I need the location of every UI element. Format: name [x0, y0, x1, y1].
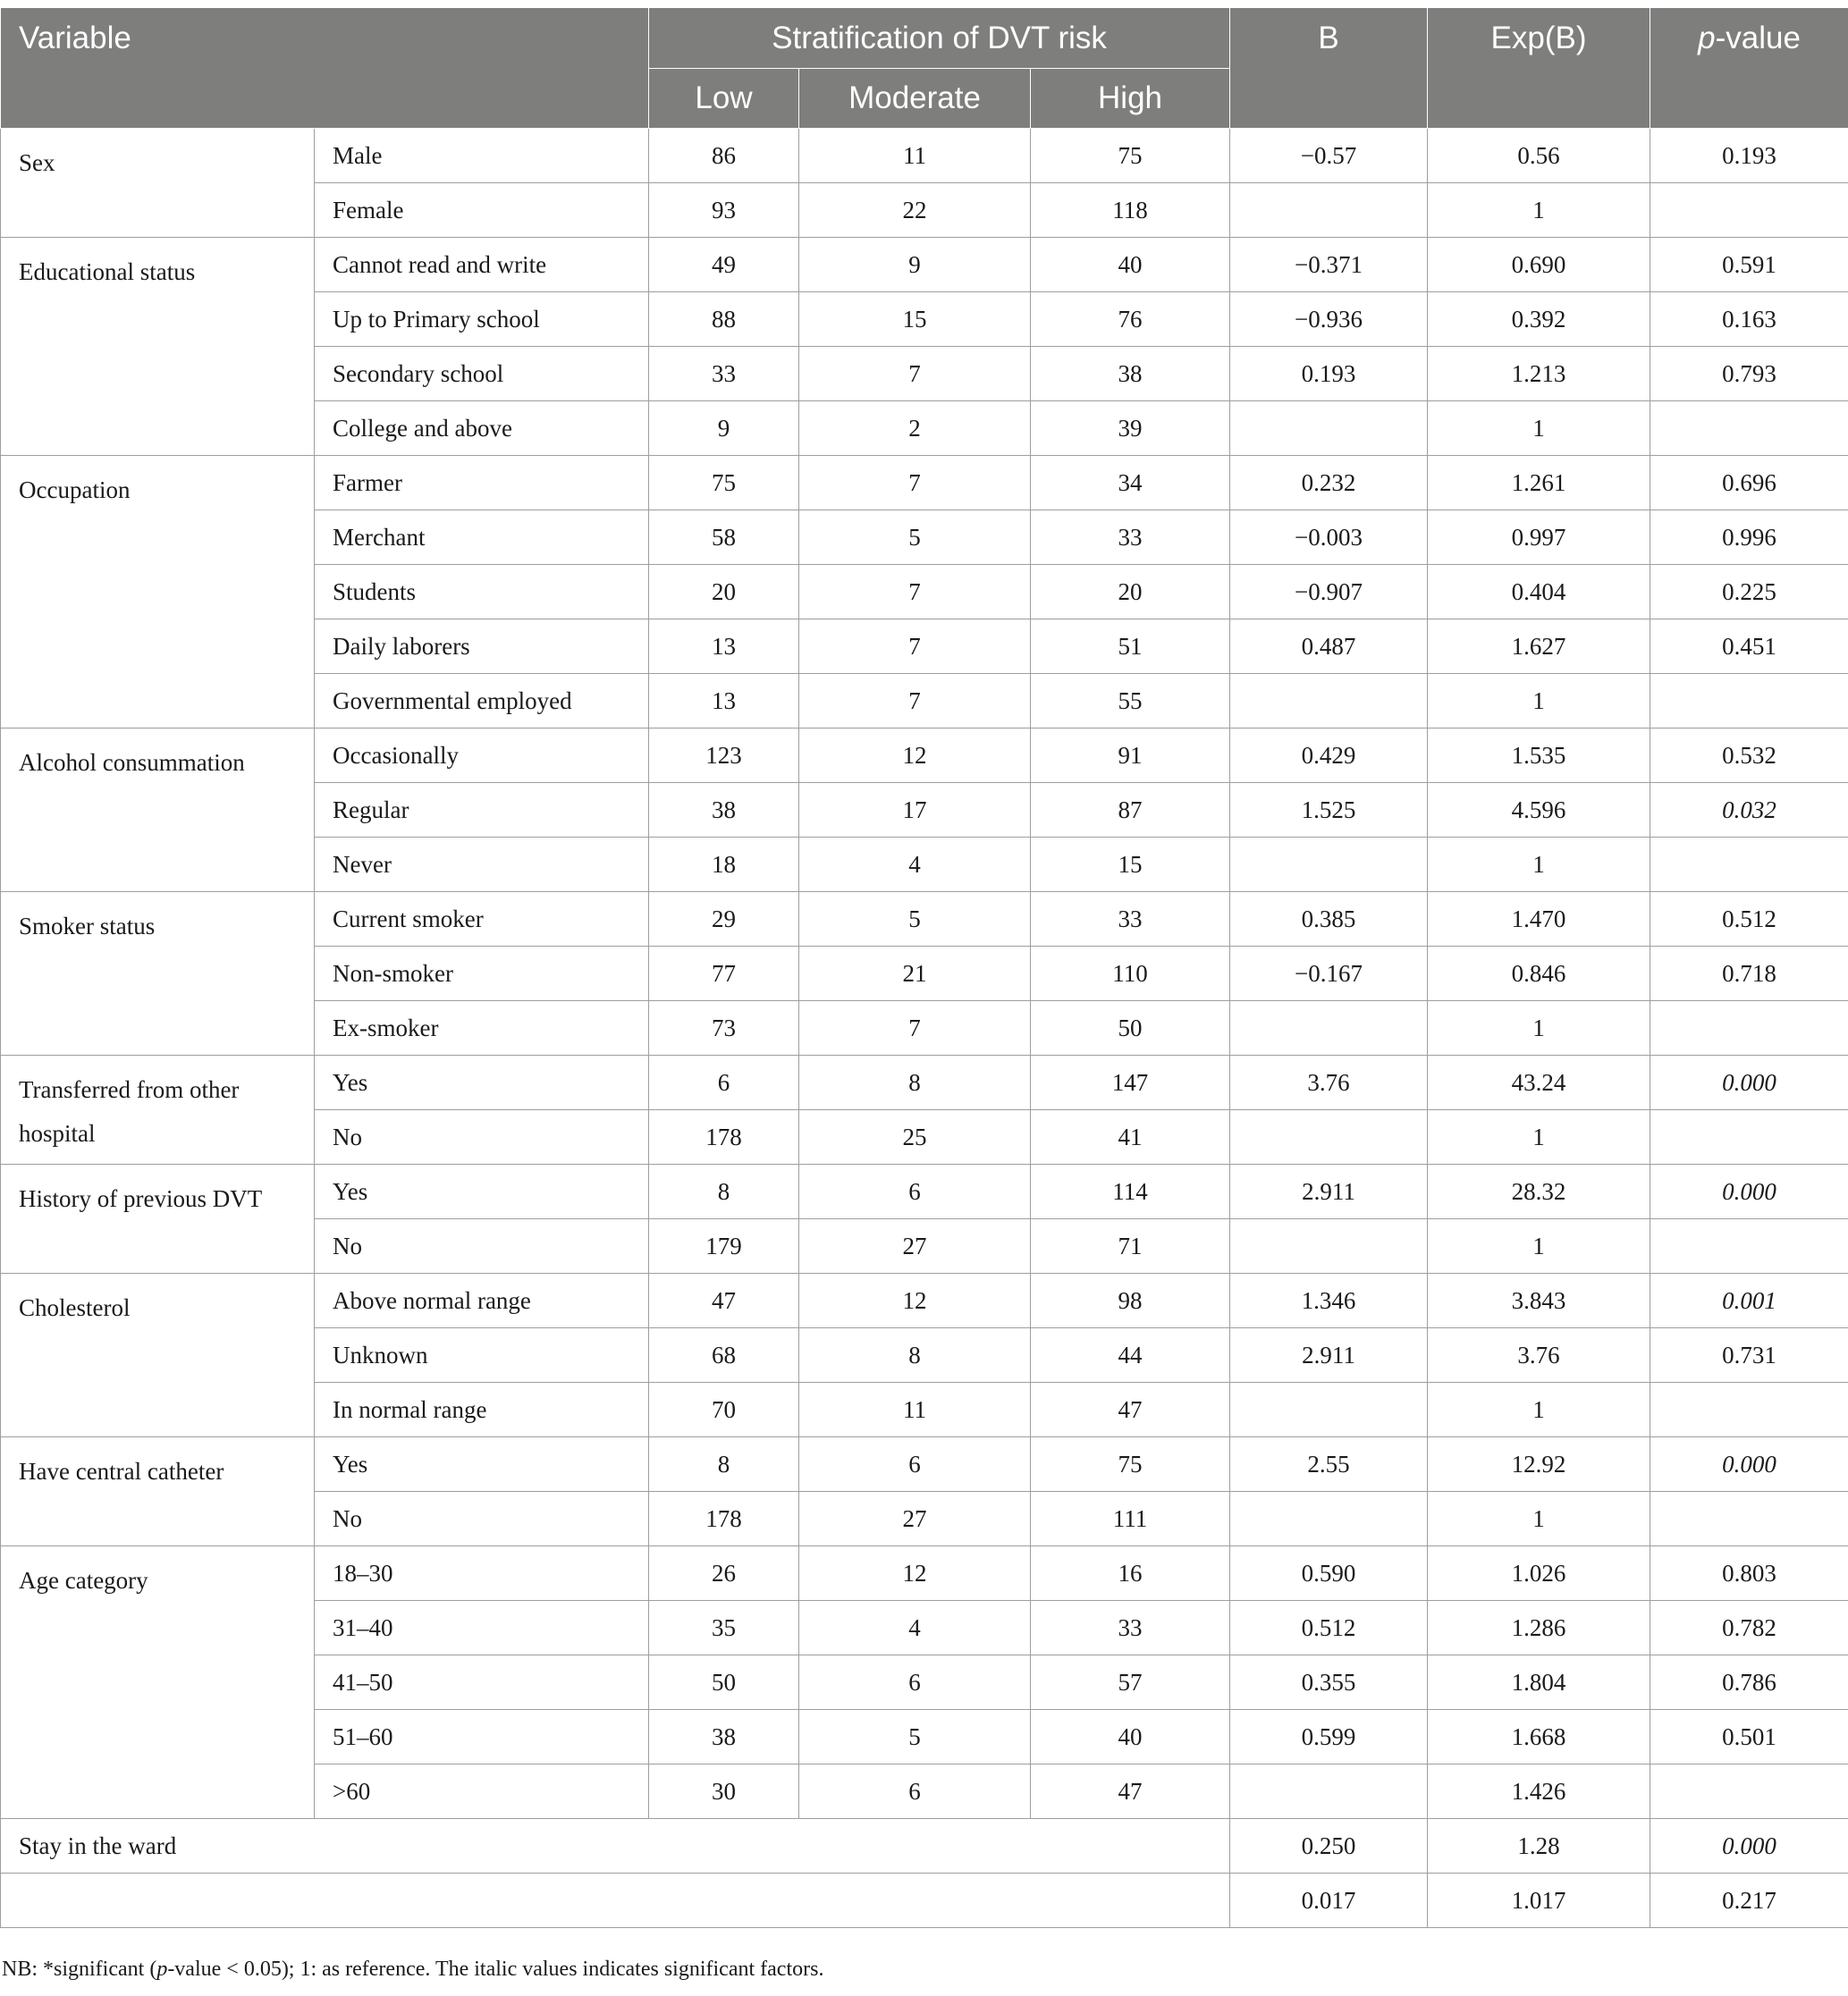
- high-cell: 114: [1031, 1165, 1230, 1219]
- table-row: [1, 238, 1848, 292]
- table-row: [1, 1274, 1848, 1328]
- low-cell: 30: [649, 1764, 799, 1819]
- expb-cell: 1: [1428, 1110, 1650, 1165]
- moderate-cell: 7: [799, 674, 1031, 728]
- p-value-cell: 0.512: [1650, 892, 1848, 947]
- expb-cell: 1.017: [1428, 1874, 1650, 1928]
- variable-cell: Alcohol consummation: [1, 728, 315, 892]
- p-value-cell: 0.193: [1650, 129, 1848, 183]
- moderate-cell: 8: [799, 1056, 1031, 1110]
- header-stratification: Stratification of DVT risk: [649, 8, 1230, 69]
- low-cell: 49: [649, 238, 799, 292]
- table-row: [1, 456, 1848, 510]
- b-cell: [1230, 674, 1428, 728]
- moderate-cell: 5: [799, 510, 1031, 565]
- b-cell: −0.167: [1230, 947, 1428, 1001]
- b-cell: [1230, 1764, 1428, 1819]
- variable-cell: Smoker status: [1, 892, 315, 1056]
- p-value-cell: 0.001: [1650, 1274, 1848, 1328]
- low-cell: 75: [649, 456, 799, 510]
- p-value-cell: [1650, 401, 1848, 456]
- high-cell: 75: [1031, 129, 1230, 183]
- expb-cell: 43.24: [1428, 1056, 1650, 1110]
- low-cell: 9: [649, 401, 799, 456]
- high-cell: 33: [1031, 1601, 1230, 1655]
- p-value-cell: 0.225: [1650, 565, 1848, 619]
- moderate-cell: 15: [799, 292, 1031, 347]
- b-cell: [1230, 183, 1428, 238]
- moderate-cell: 17: [799, 783, 1031, 838]
- high-cell: 57: [1031, 1655, 1230, 1710]
- footnote-suffix: -value < 0.05); 1: as reference. The italic values indicates significant factors.: [167, 1958, 824, 1981]
- moderate-cell: 6: [799, 1165, 1031, 1219]
- b-cell: [1230, 1001, 1428, 1056]
- b-cell: −0.57: [1230, 129, 1428, 183]
- b-cell: 0.232: [1230, 456, 1428, 510]
- high-cell: 47: [1031, 1764, 1230, 1819]
- category-cell: No: [315, 1110, 649, 1165]
- high-cell: 98: [1031, 1274, 1230, 1328]
- p-value-cell: [1650, 838, 1848, 892]
- expb-cell: 0.392: [1428, 292, 1650, 347]
- p-value-cell: 0.163: [1650, 292, 1848, 347]
- p-value-cell: 0.000: [1650, 1819, 1848, 1874]
- variable-cell: Sex: [1, 129, 315, 238]
- category-cell: Yes: [315, 1165, 649, 1219]
- header-expb: Exp(B): [1428, 8, 1650, 129]
- expb-cell: 1.261: [1428, 456, 1650, 510]
- expb-cell: 12.92: [1428, 1437, 1650, 1492]
- moderate-cell: 11: [799, 129, 1031, 183]
- variable-cell: Stay in the ward: [1, 1819, 1230, 1874]
- moderate-cell: 22: [799, 183, 1031, 238]
- b-cell: 3.76: [1230, 1056, 1428, 1110]
- category-cell: >60: [315, 1764, 649, 1819]
- category-cell: College and above: [315, 401, 649, 456]
- expb-cell: 0.404: [1428, 565, 1650, 619]
- moderate-cell: 12: [799, 1274, 1031, 1328]
- category-cell: 51–60: [315, 1710, 649, 1764]
- category-cell: No: [315, 1492, 649, 1546]
- expb-cell: 1.804: [1428, 1655, 1650, 1710]
- category-cell: Male: [315, 129, 649, 183]
- variable-cell: [1, 1874, 1230, 1928]
- regression-table: [0, 7, 1848, 1928]
- header-moderate: Moderate: [799, 69, 1031, 129]
- high-cell: 55: [1031, 674, 1230, 728]
- moderate-cell: 21: [799, 947, 1031, 1001]
- high-cell: 16: [1031, 1546, 1230, 1601]
- moderate-cell: 4: [799, 1601, 1031, 1655]
- variable-cell: Transferred from other hospital: [1, 1056, 315, 1165]
- p-value-cell: 0.217: [1650, 1874, 1848, 1928]
- high-cell: 40: [1031, 238, 1230, 292]
- b-cell: 0.512: [1230, 1601, 1428, 1655]
- p-value-cell: [1650, 1492, 1848, 1546]
- moderate-cell: 5: [799, 1710, 1031, 1764]
- variable-cell: Cholesterol: [1, 1274, 315, 1437]
- category-cell: No: [315, 1219, 649, 1274]
- expb-cell: 1.535: [1428, 728, 1650, 783]
- moderate-cell: 11: [799, 1383, 1031, 1437]
- p-value-cell: 0.731: [1650, 1328, 1848, 1383]
- p-value-cell: 0.000: [1650, 1165, 1848, 1219]
- p-value-cell: 0.591: [1650, 238, 1848, 292]
- b-cell: 0.487: [1230, 619, 1428, 674]
- b-cell: [1230, 1492, 1428, 1546]
- b-cell: 2.911: [1230, 1328, 1428, 1383]
- category-cell: Cannot read and write: [315, 238, 649, 292]
- p-value-cell: [1650, 1219, 1848, 1274]
- moderate-cell: 6: [799, 1764, 1031, 1819]
- category-cell: Occasionally: [315, 728, 649, 783]
- category-cell: Non-smoker: [315, 947, 649, 1001]
- category-cell: Governmental employed: [315, 674, 649, 728]
- b-cell: [1230, 1110, 1428, 1165]
- high-cell: 41: [1031, 1110, 1230, 1165]
- expb-cell: 28.32: [1428, 1165, 1650, 1219]
- category-cell: 31–40: [315, 1601, 649, 1655]
- header-p-italic: p: [1698, 21, 1716, 55]
- category-cell: Merchant: [315, 510, 649, 565]
- footnote: [2, 1958, 823, 1982]
- high-cell: 75: [1031, 1437, 1230, 1492]
- b-cell: 2.911: [1230, 1165, 1428, 1219]
- expb-cell: 1: [1428, 401, 1650, 456]
- high-cell: 91: [1031, 728, 1230, 783]
- p-value-cell: 0.786: [1650, 1655, 1848, 1710]
- moderate-cell: 7: [799, 456, 1031, 510]
- expb-cell: 1.286: [1428, 1601, 1650, 1655]
- p-value-cell: 0.793: [1650, 347, 1848, 401]
- variable-cell: Educational status: [1, 238, 315, 456]
- expb-cell: 3.843: [1428, 1274, 1650, 1328]
- p-value-cell: 0.803: [1650, 1546, 1848, 1601]
- table-row: [1, 892, 1848, 947]
- b-cell: 2.55: [1230, 1437, 1428, 1492]
- high-cell: 71: [1031, 1219, 1230, 1274]
- b-cell: [1230, 838, 1428, 892]
- category-cell: Above normal range: [315, 1274, 649, 1328]
- low-cell: 26: [649, 1546, 799, 1601]
- footnote-p-italic: p: [156, 1958, 168, 1981]
- header-high: High: [1031, 69, 1230, 129]
- low-cell: 35: [649, 1601, 799, 1655]
- moderate-cell: 6: [799, 1437, 1031, 1492]
- category-cell: Unknown: [315, 1328, 649, 1383]
- low-cell: 8: [649, 1165, 799, 1219]
- expb-cell: 1.668: [1428, 1710, 1650, 1764]
- variable-cell: Have central catheter: [1, 1437, 315, 1546]
- table-header: [1, 8, 1848, 129]
- low-cell: 29: [649, 892, 799, 947]
- p-value-cell: 0.696: [1650, 456, 1848, 510]
- expb-cell: 0.997: [1428, 510, 1650, 565]
- b-cell: [1230, 1219, 1428, 1274]
- expb-cell: 1.213: [1428, 347, 1650, 401]
- category-cell: Female: [315, 183, 649, 238]
- high-cell: 38: [1031, 347, 1230, 401]
- p-value-cell: [1650, 1110, 1848, 1165]
- category-cell: Regular: [315, 783, 649, 838]
- low-cell: 73: [649, 1001, 799, 1056]
- moderate-cell: 7: [799, 619, 1031, 674]
- p-value-cell: [1650, 1383, 1848, 1437]
- high-cell: 33: [1031, 892, 1230, 947]
- b-cell: −0.907: [1230, 565, 1428, 619]
- low-cell: 33: [649, 347, 799, 401]
- moderate-cell: 12: [799, 728, 1031, 783]
- moderate-cell: 27: [799, 1492, 1031, 1546]
- header-variable: Variable: [1, 8, 649, 129]
- high-cell: 39: [1031, 401, 1230, 456]
- expb-cell: 1: [1428, 838, 1650, 892]
- expb-cell: 1: [1428, 183, 1650, 238]
- category-cell: Daily laborers: [315, 619, 649, 674]
- low-cell: 8: [649, 1437, 799, 1492]
- low-cell: 178: [649, 1492, 799, 1546]
- expb-cell: 1.28: [1428, 1819, 1650, 1874]
- table-row: [1, 129, 1848, 183]
- high-cell: 20: [1031, 565, 1230, 619]
- expb-cell: 1: [1428, 674, 1650, 728]
- p-value-cell: 0.032: [1650, 783, 1848, 838]
- low-cell: 86: [649, 129, 799, 183]
- expb-cell: 1: [1428, 1219, 1650, 1274]
- high-cell: 40: [1031, 1710, 1230, 1764]
- header-p-rest: -value: [1715, 21, 1801, 55]
- table-row: [1, 1546, 1848, 1601]
- category-cell: Up to Primary school: [315, 292, 649, 347]
- header-low: Low: [649, 69, 799, 129]
- table-row: [1, 1819, 1848, 1874]
- high-cell: 44: [1031, 1328, 1230, 1383]
- expb-cell: 0.690: [1428, 238, 1650, 292]
- footnote-prefix: NB: *significant (: [2, 1958, 157, 1981]
- low-cell: 77: [649, 947, 799, 1001]
- low-cell: 20: [649, 565, 799, 619]
- low-cell: 38: [649, 783, 799, 838]
- low-cell: 13: [649, 619, 799, 674]
- category-cell: Ex-smoker: [315, 1001, 649, 1056]
- b-cell: 0.599: [1230, 1710, 1428, 1764]
- moderate-cell: 8: [799, 1328, 1031, 1383]
- category-cell: Students: [315, 565, 649, 619]
- p-value-cell: 0.532: [1650, 728, 1848, 783]
- expb-cell: 1: [1428, 1492, 1650, 1546]
- b-cell: −0.371: [1230, 238, 1428, 292]
- low-cell: 88: [649, 292, 799, 347]
- moderate-cell: 7: [799, 1001, 1031, 1056]
- b-cell: 1.525: [1230, 783, 1428, 838]
- p-value-cell: [1650, 183, 1848, 238]
- high-cell: 50: [1031, 1001, 1230, 1056]
- expb-cell: 1.470: [1428, 892, 1650, 947]
- low-cell: 179: [649, 1219, 799, 1274]
- moderate-cell: 27: [799, 1219, 1031, 1274]
- high-cell: 15: [1031, 838, 1230, 892]
- moderate-cell: 4: [799, 838, 1031, 892]
- low-cell: 50: [649, 1655, 799, 1710]
- moderate-cell: 9: [799, 238, 1031, 292]
- low-cell: 70: [649, 1383, 799, 1437]
- table-row: [1, 1437, 1848, 1492]
- b-cell: 0.250: [1230, 1819, 1428, 1874]
- b-cell: 0.429: [1230, 728, 1428, 783]
- b-cell: −0.003: [1230, 510, 1428, 565]
- b-cell: 0.385: [1230, 892, 1428, 947]
- p-value-cell: 0.782: [1650, 1601, 1848, 1655]
- category-cell: 41–50: [315, 1655, 649, 1710]
- low-cell: 38: [649, 1710, 799, 1764]
- b-cell: 0.355: [1230, 1655, 1428, 1710]
- low-cell: 13: [649, 674, 799, 728]
- p-value-cell: [1650, 1001, 1848, 1056]
- header-b: B: [1230, 8, 1428, 129]
- category-cell: Yes: [315, 1056, 649, 1110]
- table-row: [1, 1056, 1848, 1110]
- moderate-cell: 6: [799, 1655, 1031, 1710]
- p-value-cell: 0.501: [1650, 1710, 1848, 1764]
- variable-cell: Occupation: [1, 456, 315, 728]
- expb-cell: 1: [1428, 1001, 1650, 1056]
- category-cell: Current smoker: [315, 892, 649, 947]
- expb-cell: 4.596: [1428, 783, 1650, 838]
- category-cell: Secondary school: [315, 347, 649, 401]
- high-cell: 147: [1031, 1056, 1230, 1110]
- low-cell: 93: [649, 183, 799, 238]
- expb-cell: 1: [1428, 1383, 1650, 1437]
- p-value-cell: 0.996: [1650, 510, 1848, 565]
- b-cell: 1.346: [1230, 1274, 1428, 1328]
- low-cell: 58: [649, 510, 799, 565]
- high-cell: 87: [1031, 783, 1230, 838]
- p-value-cell: 0.000: [1650, 1437, 1848, 1492]
- low-cell: 123: [649, 728, 799, 783]
- category-cell: In normal range: [315, 1383, 649, 1437]
- table-row: [1, 1874, 1848, 1928]
- expb-cell: 1.026: [1428, 1546, 1650, 1601]
- expb-cell: 1.627: [1428, 619, 1650, 674]
- high-cell: 111: [1031, 1492, 1230, 1546]
- expb-cell: 3.76: [1428, 1328, 1650, 1383]
- low-cell: 18: [649, 838, 799, 892]
- category-cell: 18–30: [315, 1546, 649, 1601]
- category-cell: Yes: [315, 1437, 649, 1492]
- low-cell: 68: [649, 1328, 799, 1383]
- high-cell: 118: [1031, 183, 1230, 238]
- b-cell: 0.590: [1230, 1546, 1428, 1601]
- moderate-cell: 12: [799, 1546, 1031, 1601]
- p-value-cell: 0.718: [1650, 947, 1848, 1001]
- variable-cell: History of previous DVT: [1, 1165, 315, 1274]
- variable-cell: Age category: [1, 1546, 315, 1819]
- table-body: [1, 129, 1848, 1928]
- p-value-cell: [1650, 1764, 1848, 1819]
- category-cell: Farmer: [315, 456, 649, 510]
- moderate-cell: 25: [799, 1110, 1031, 1165]
- moderate-cell: 7: [799, 565, 1031, 619]
- header-p-value: [1650, 8, 1848, 129]
- table-row: [1, 1165, 1848, 1219]
- expb-cell: 0.846: [1428, 947, 1650, 1001]
- high-cell: 47: [1031, 1383, 1230, 1437]
- high-cell: 110: [1031, 947, 1230, 1001]
- b-cell: [1230, 401, 1428, 456]
- high-cell: 51: [1031, 619, 1230, 674]
- category-cell: Never: [315, 838, 649, 892]
- p-value-cell: 0.451: [1650, 619, 1848, 674]
- expb-cell: 1.426: [1428, 1764, 1650, 1819]
- p-value-cell: [1650, 674, 1848, 728]
- expb-cell: 0.56: [1428, 129, 1650, 183]
- high-cell: 33: [1031, 510, 1230, 565]
- b-cell: 0.193: [1230, 347, 1428, 401]
- low-cell: 47: [649, 1274, 799, 1328]
- low-cell: 178: [649, 1110, 799, 1165]
- table-row: [1, 728, 1848, 783]
- moderate-cell: 7: [799, 347, 1031, 401]
- b-cell: −0.936: [1230, 292, 1428, 347]
- high-cell: 76: [1031, 292, 1230, 347]
- high-cell: 34: [1031, 456, 1230, 510]
- b-cell: [1230, 1383, 1428, 1437]
- moderate-cell: 5: [799, 892, 1031, 947]
- p-value-cell: 0.000: [1650, 1056, 1848, 1110]
- b-cell: 0.017: [1230, 1874, 1428, 1928]
- moderate-cell: 2: [799, 401, 1031, 456]
- low-cell: 6: [649, 1056, 799, 1110]
